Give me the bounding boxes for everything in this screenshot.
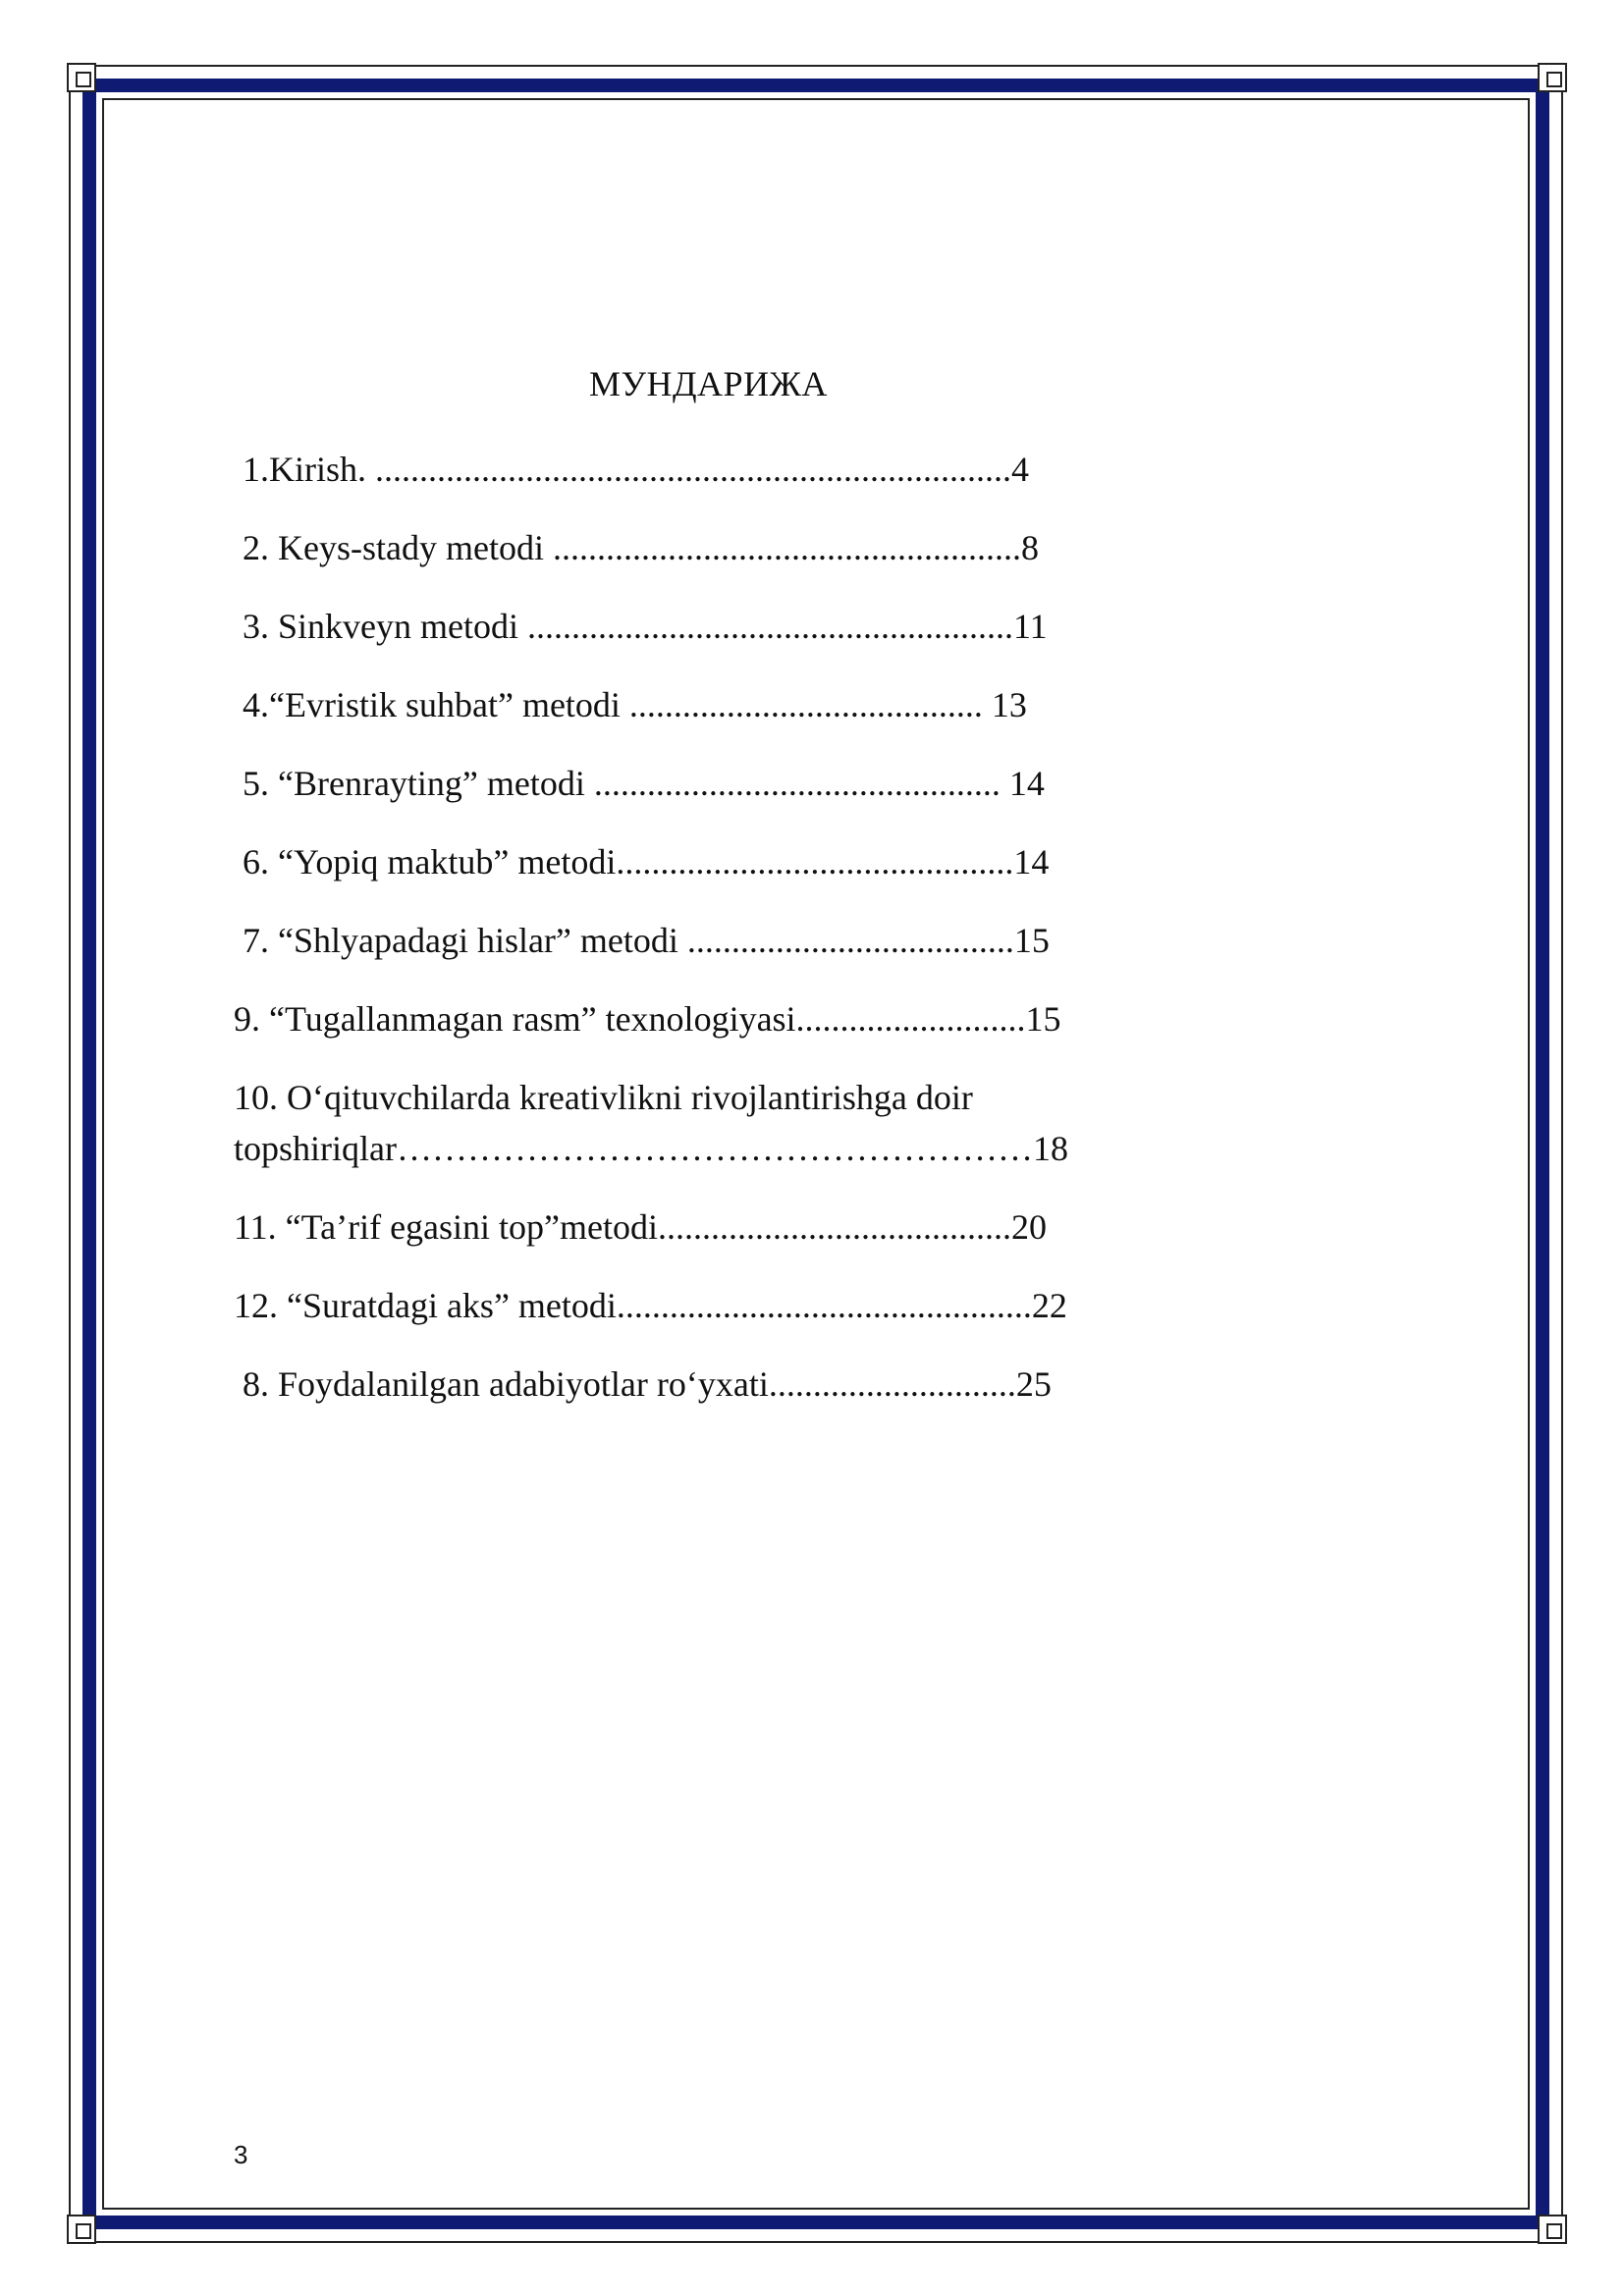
border-corner-ornament: [1538, 63, 1567, 92]
toc-entry[interactable]: 7. “Shlyapadagi hislar” metodi .....................................15: [243, 921, 1050, 960]
toc-entry[interactable]: 9. “Tugallanmagan rasm” texnologiyasi..........................15: [234, 999, 1061, 1039]
toc-entry[interactable]: 1.Kirish. ........................................................................4: [243, 450, 1029, 489]
toc-entry[interactable]: 5. “Brenrayting” metodi .............................................. 14: [243, 764, 1045, 803]
toc-entry[interactable]: 2. Keys-stady metodi .....................................................8: [243, 528, 1039, 567]
toc-entry[interactable]: 11. “Ta’rif egasini top”metodi........................................20: [234, 1207, 1047, 1247]
toc-entry-continuation[interactable]: topshiriqlar………………………………………………18: [234, 1129, 1068, 1168]
toc-entry[interactable]: 8. Foydalanilgan adabiyotlar ro‘yxati............................25: [243, 1364, 1052, 1404]
border-corner-ornament: [1538, 2215, 1567, 2244]
toc-entry[interactable]: 3. Sinkveyn metodi .......................................................11: [243, 607, 1048, 646]
toc-title: МУНДАРИЖА: [589, 364, 828, 403]
page-number: 3: [234, 2140, 248, 2169]
toc-entry[interactable]: 6. “Yopiq maktub” metodi.............................................14: [243, 842, 1050, 881]
toc-entry[interactable]: 12. “Suratdagi aks” metodi...............................................22: [234, 1286, 1067, 1325]
toc-entry[interactable]: 10. O‘qituvchilarda kreativlikni rivojlantirishga doir: [234, 1078, 973, 1117]
border-corner-ornament: [67, 2215, 96, 2244]
toc-entry[interactable]: 4.“Evristik suhbat” metodi ........................................ 13: [243, 685, 1027, 724]
border-corner-ornament: [67, 63, 96, 92]
